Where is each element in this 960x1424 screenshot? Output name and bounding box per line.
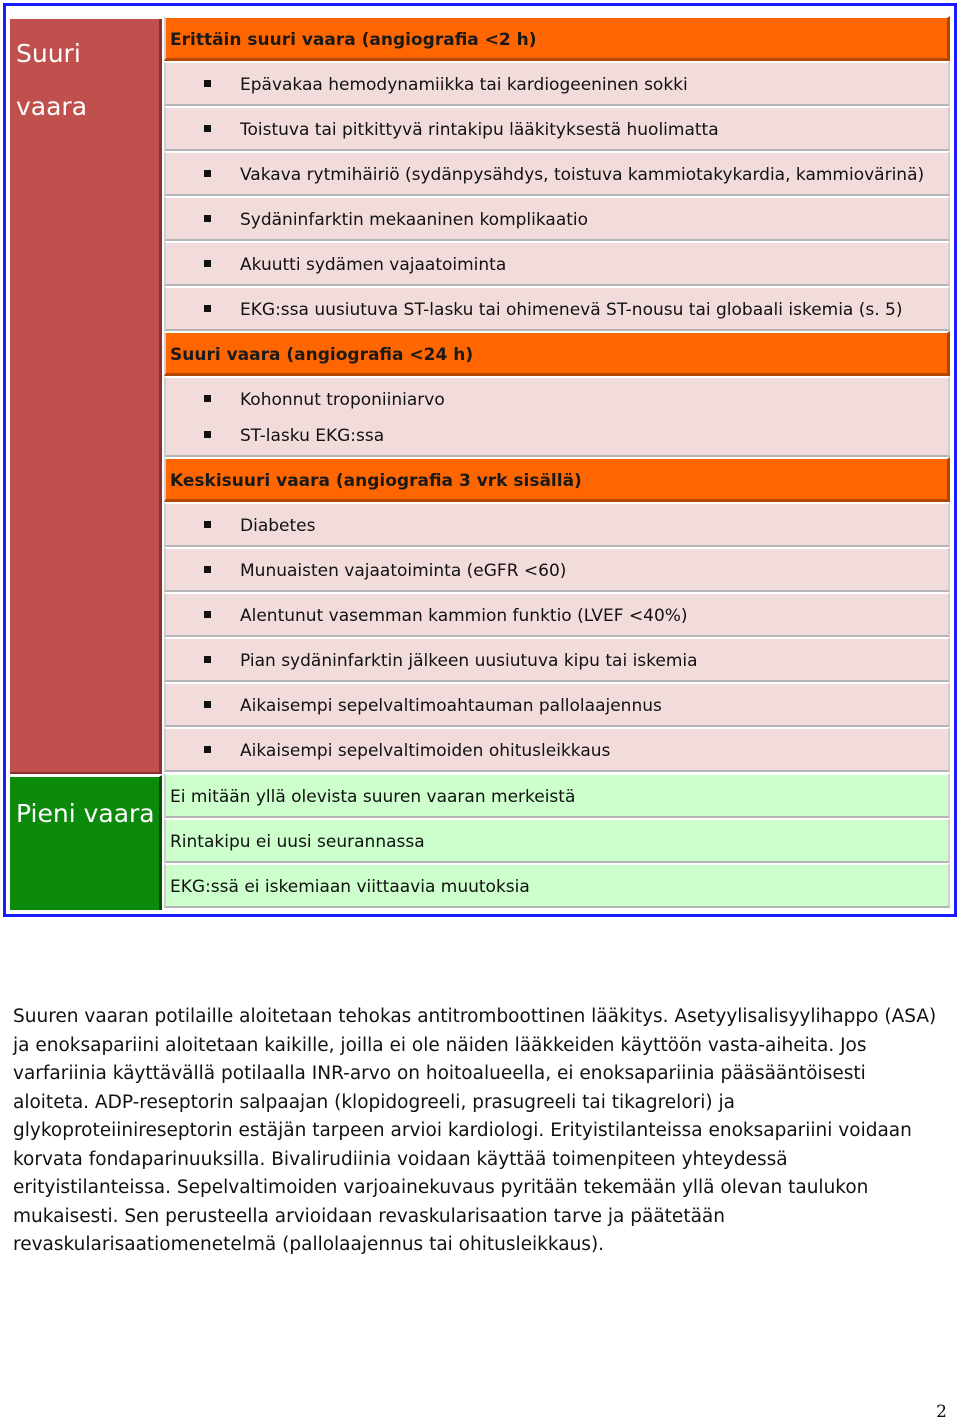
list-item: Vakava rytmihäiriö (sydänpysähdys, toistuva kammiotakykardia, kammiovärinä) <box>164 151 950 196</box>
intermediate-risk-header: Keskisuuri vaara (angiografia 3 vrk sisällä) <box>164 457 950 502</box>
risk-table <box>3 3 957 917</box>
list-item: EKG:ssa uusiutuva ST-lasku tai ohimenevä ST-nousu tai globaali iskemia (s. 5) <box>164 286 950 331</box>
bullet-icon <box>204 80 211 87</box>
list-item: Munuaisten vajaatoiminta (eGFR <60) <box>164 547 950 592</box>
low-risk-item: Ei mitään yllä olevista suuren vaaran merkeistä <box>164 773 950 818</box>
very-high-risk-header: Erittäin suuri vaara (angiografia <2 h) <box>164 16 950 61</box>
list-item: Akuutti sydämen vajaatoiminta <box>164 241 950 286</box>
list-item: Alentunut vasemman kammion funktio (LVEF <40%) <box>164 592 950 637</box>
bullet-icon <box>204 125 211 132</box>
bullet-icon <box>204 431 211 438</box>
list-item: Epävakaa hemodynamiikka tai kardiogeeninen sokki <box>164 61 950 106</box>
bullet-icon <box>204 305 211 312</box>
bullet-icon <box>204 566 211 573</box>
low-risk-column <box>10 775 162 910</box>
bullet-icon <box>204 656 211 663</box>
bullet-icon <box>204 746 211 753</box>
list-item: Pian sydäninfarktin jälkeen uusiutuva kipu tai iskemia <box>164 637 950 682</box>
high-risk-header: Suuri vaara (angiografia <24 h) <box>164 331 950 376</box>
high-risk-label: Suuri vaara <box>16 39 88 121</box>
list-item: Sydäninfarktin mekaaninen komplikaatio <box>164 196 950 241</box>
low-risk-label: Pieni vaara <box>16 799 155 828</box>
bullet-icon <box>204 701 211 708</box>
body-paragraph: Suuren vaaran potilaille aloitetaan tehokas antitromboottinen lääkitys. Asetyylisalisyylihappo (ASA) ja enoksapariini aloitetaan kaikille, joilla ei ole näiden lääkkeiden käyttöön vasta-aiheita. Jos varfariinia käyttävällä potilaalla INR-arvo on hoitoalueella, ei enoksapariinia pääsääntöisesti aloiteta. ADP-reseptorin salpaajan (klopidogreeli, prasugreeli tai tikagrelori) ja glykoproteiinireseptorin estäjän tarpeen arvioi kardiologi. Erityistilanteissa enoksapariini voidaan korvata fondaparinuuksilla. Bivalirudiinia voidaan käyttää toimenpiteen yhteydessä erityistilanteissa. Sepelvaltimoiden varjoainekuvaus pyritään tekemään yllä olevan taulukon mukaisesti. Sen perusteella arvioidaan revaskularisaation tarve ja päätetään revaskularisaatiomenetelmä (pallolaajennus tai ohitusleikkaus). <box>13 1006 937 1255</box>
list-item: Kohonnut troponiiniarvo ST-lasku EKG:ssa <box>164 376 950 457</box>
page-number: 2 <box>936 1402 947 1422</box>
bullet-icon <box>204 260 211 267</box>
bullet-icon <box>204 395 211 402</box>
high-risk-column <box>10 19 162 774</box>
bullet-icon <box>204 215 211 222</box>
bullet-icon <box>204 521 211 528</box>
list-item: Aikaisempi sepelvaltimoiden ohitusleikkaus <box>164 727 950 772</box>
list-item: Toistuva tai pitkittyvä rintakipu lääkityksestä huolimatta <box>164 106 950 151</box>
bullet-icon <box>204 611 211 618</box>
low-risk-item: EKG:ssä ei iskemiaan viittaavia muutoksia <box>164 863 950 908</box>
list-item: Diabetes <box>164 502 950 547</box>
list-item: Aikaisempi sepelvaltimoahtauman pallolaajennus <box>164 682 950 727</box>
bullet-icon <box>204 170 211 177</box>
low-risk-item: Rintakipu ei uusi seurannassa <box>164 818 950 863</box>
